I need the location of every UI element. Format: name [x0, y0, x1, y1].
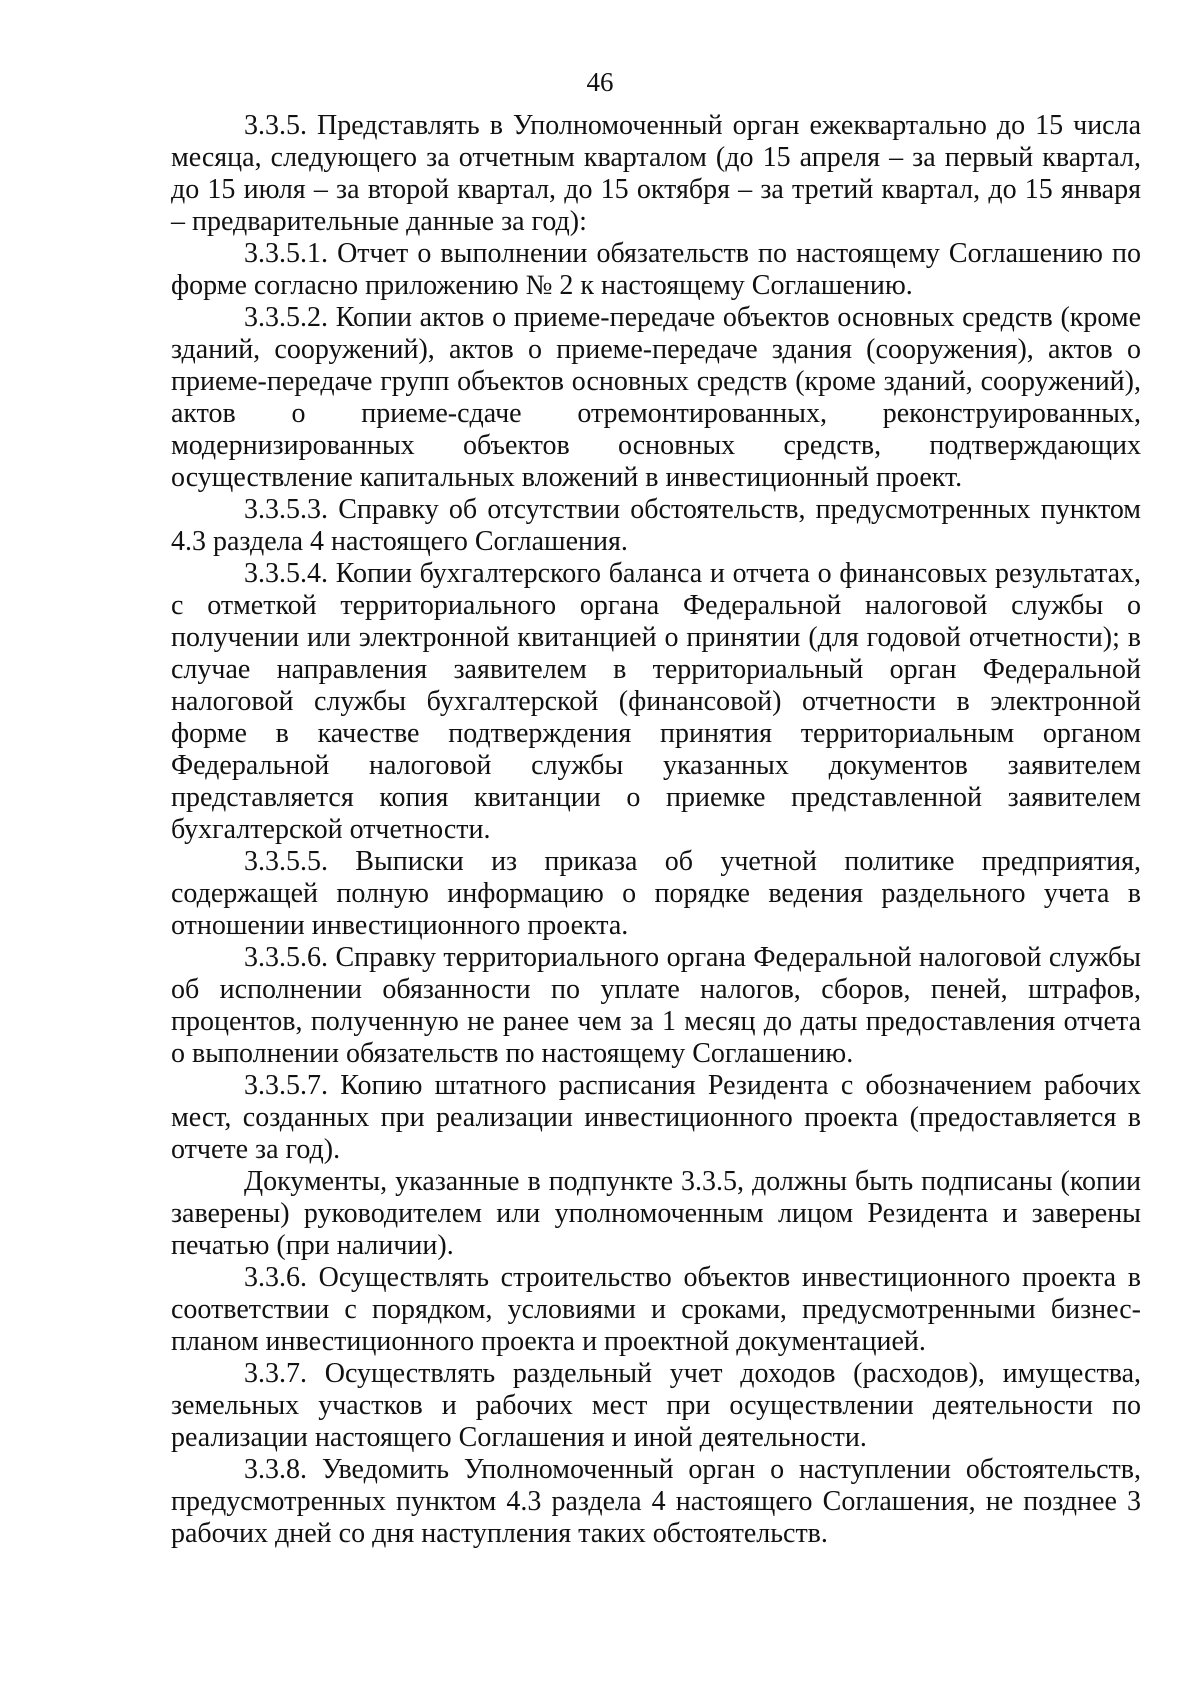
- page-number: 46: [586, 67, 614, 97]
- paragraph-documents-note: Документы, указанные в подпункте 3.3.5, должны быть подписаны (копии заверены) руководителем или уполномоченным лицом Резидента и заверены печатью (при наличии).: [171, 1166, 1141, 1261]
- paragraph-3-3-5-3: 3.3.5.3. Справку об отсутствии обстоятельств, предусмотренных пунктом 4.3 раздела 4 настоящего Соглашения.: [171, 494, 1141, 557]
- paragraph-3-3-7: 3.3.7. Осуществлять раздельный учет доходов (расходов), имущества, земельных участков и рабочих мест при осуществлении деятельности по реализации настоящего Соглашения и иной деятельности.: [171, 1358, 1141, 1453]
- paragraph-3-3-5-5: 3.3.5.5. Выписки из приказа об учетной политике предприятия, содержащей полную информацию о порядке ведения раздельного учета в отношении инвестиционного проекта.: [171, 846, 1141, 941]
- paragraph-3-3-5: 3.3.5. Представлять в Уполномоченный орган ежеквартально до 15 числа месяца, следующего за отчетным кварталом (до 15 апреля – за первый квартал, до 15 июля – за второй квартал, до 15 октября – за третий квартал, до 15 января – предварительные данные за год):: [171, 110, 1141, 237]
- document-body: [171, 110, 1141, 1550]
- paragraph-3-3-5-1: 3.3.5.1. Отчет о выполнении обязательств по настоящему Соглашению по форме согласно приложению № 2 к настоящему Соглашению.: [171, 238, 1141, 301]
- paragraph-3-3-6: 3.3.6. Осуществлять строительство объектов инвестиционного проекта в соответствии с порядком, условиями и сроками, предусмотренными бизнес-планом инвестиционного проекта и проектной документацией.: [171, 1262, 1141, 1357]
- paragraph-3-3-5-4: 3.3.5.4. Копии бухгалтерского баланса и отчета о финансовых результатах, с отметкой территориального органа Федеральной налоговой службы о получении или электронной квитанцией о принятии (для годовой отчетности); в случае направления заявителем в территориальный орган Федеральной налоговой службы бухгалтерской (финансовой) отчетности в электронной форме в качестве подтверждения принятия территориальным органом Федеральной налоговой службы указанных документов заявителем представляется копия квитанции о приемке представленной заявителем бухгалтерской отчетности.: [171, 558, 1141, 845]
- paragraph-3-3-5-7: 3.3.5.7. Копию штатного расписания Резидента с обозначением рабочих мест, созданных при реализации инвестиционного проекта (предоставляется в отчете за год).: [171, 1070, 1141, 1165]
- paragraph-3-3-5-6: 3.3.5.6. Справку территориального органа Федеральной налоговой службы об исполнении обязанности по уплате налогов, сборов, пеней, штрафов, процентов, полученную не ранее чем за 1 месяц до даты предоставления отчета о выполнении обязательств по настоящему Соглашению.: [171, 942, 1141, 1069]
- paragraph-3-3-8: 3.3.8. Уведомить Уполномоченный орган о наступлении обстоятельств, предусмотренных пунктом 4.3 раздела 4 настоящего Соглашения, не позднее 3 рабочих дней со дня наступления таких обстоятельств.: [171, 1454, 1141, 1549]
- paragraph-3-3-5-2: 3.3.5.2. Копии актов о приеме-передаче объектов основных средств (кроме зданий, сооружений), актов о приеме-передаче здания (сооружения), актов о приеме-передаче групп объектов основных средств (кроме зданий, сооружений), актов о приеме-сдаче отремонтированных, реконструированных, модернизированных объектов основных средств, подтверждающих осуществление капитальных вложений в инвестиционный проект.: [171, 302, 1141, 493]
